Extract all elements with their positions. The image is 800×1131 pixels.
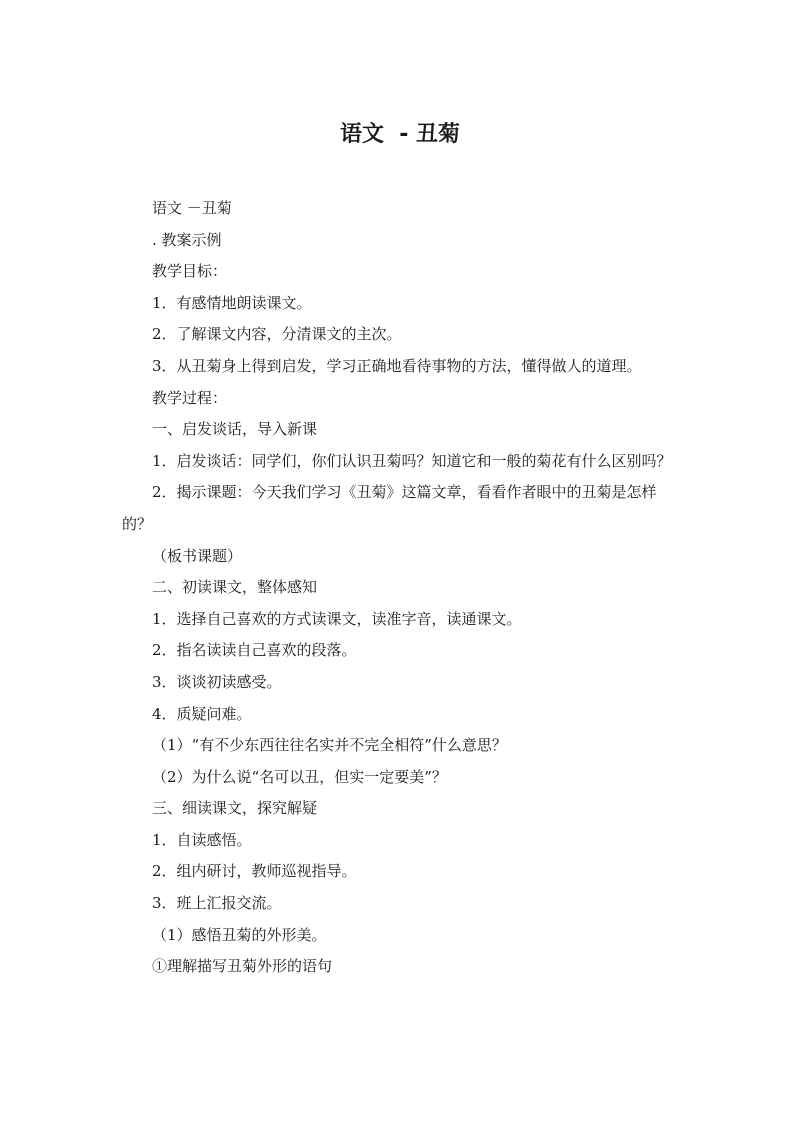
paragraph-part-2-step-2: 2．指名读读自己喜欢的段落。	[152, 641, 357, 660]
paragraph-section-label: . 教案示例	[152, 230, 222, 249]
document-body	[122, 193, 682, 983]
paragraph-part-3-step-2: 2．组内研讨，教师巡视指导。	[152, 862, 357, 881]
paragraph-heading-process: 教学过程：	[152, 388, 228, 407]
paragraph-part-3-sub-1: （1）感悟丑菊的外形美。	[152, 925, 327, 944]
paragraph-part-2-heading: 二、初读课文，整体感知	[152, 578, 318, 597]
paragraph-part-3-step-3: 3．班上汇报交流。	[152, 894, 282, 913]
paragraph-part-2-step-4: 4．质疑问难。	[152, 704, 252, 723]
paragraph-part-1-step-1: 1．启发谈话：同学们，你们认识丑菊吗？知道它和一般的菊花有什么区别吗？	[152, 451, 672, 470]
paragraph-part-2-step-1: 1．选择自己喜欢的方式读课文，读准字音，读通课文。	[152, 609, 522, 628]
paragraph-goal-3: 3．从丑菊身上得到启发，学习正确地看待事物的方法，懂得做人的道理。	[152, 356, 642, 375]
paragraph-part-3-sub-1-a: ①理解描写丑菊外形的语句	[152, 957, 333, 976]
paragraph-part-1-step-2: 2．揭示课题：今天我们学习《丑菊》这篇文章，看看作者眼中的丑菊是怎样的？	[122, 483, 657, 533]
paragraph-subtitle: 语文 －丑菊	[152, 199, 232, 217]
paragraph-heading-goals: 教学目标：	[152, 262, 228, 281]
paragraph-goal-2: 2．了解课文内容，分清课文的主次。	[152, 325, 402, 344]
paragraph-part-3-step-1: 1．自读感悟。	[152, 830, 252, 849]
paragraph-goal-1: 1．有感情地朗读课文。	[152, 293, 312, 312]
document-title: 语文 - 丑菊	[339, 122, 461, 147]
paragraph-part-1-heading: 一、启发谈话，导入新课	[152, 420, 318, 439]
paragraph-question-2: （2）为什么说“名可以丑，但实一定要美”？	[152, 767, 447, 786]
paragraph-question-1: （1）“有不少东西往往名实并不完全相符”什么意思？	[152, 736, 507, 755]
paragraph-part-2-step-3: 3．谈谈初读感受。	[152, 672, 282, 691]
paragraph-part-3-heading: 三、细读课文，探究解疑	[152, 799, 318, 818]
paragraph-board-note: （板书课题）	[152, 546, 243, 565]
